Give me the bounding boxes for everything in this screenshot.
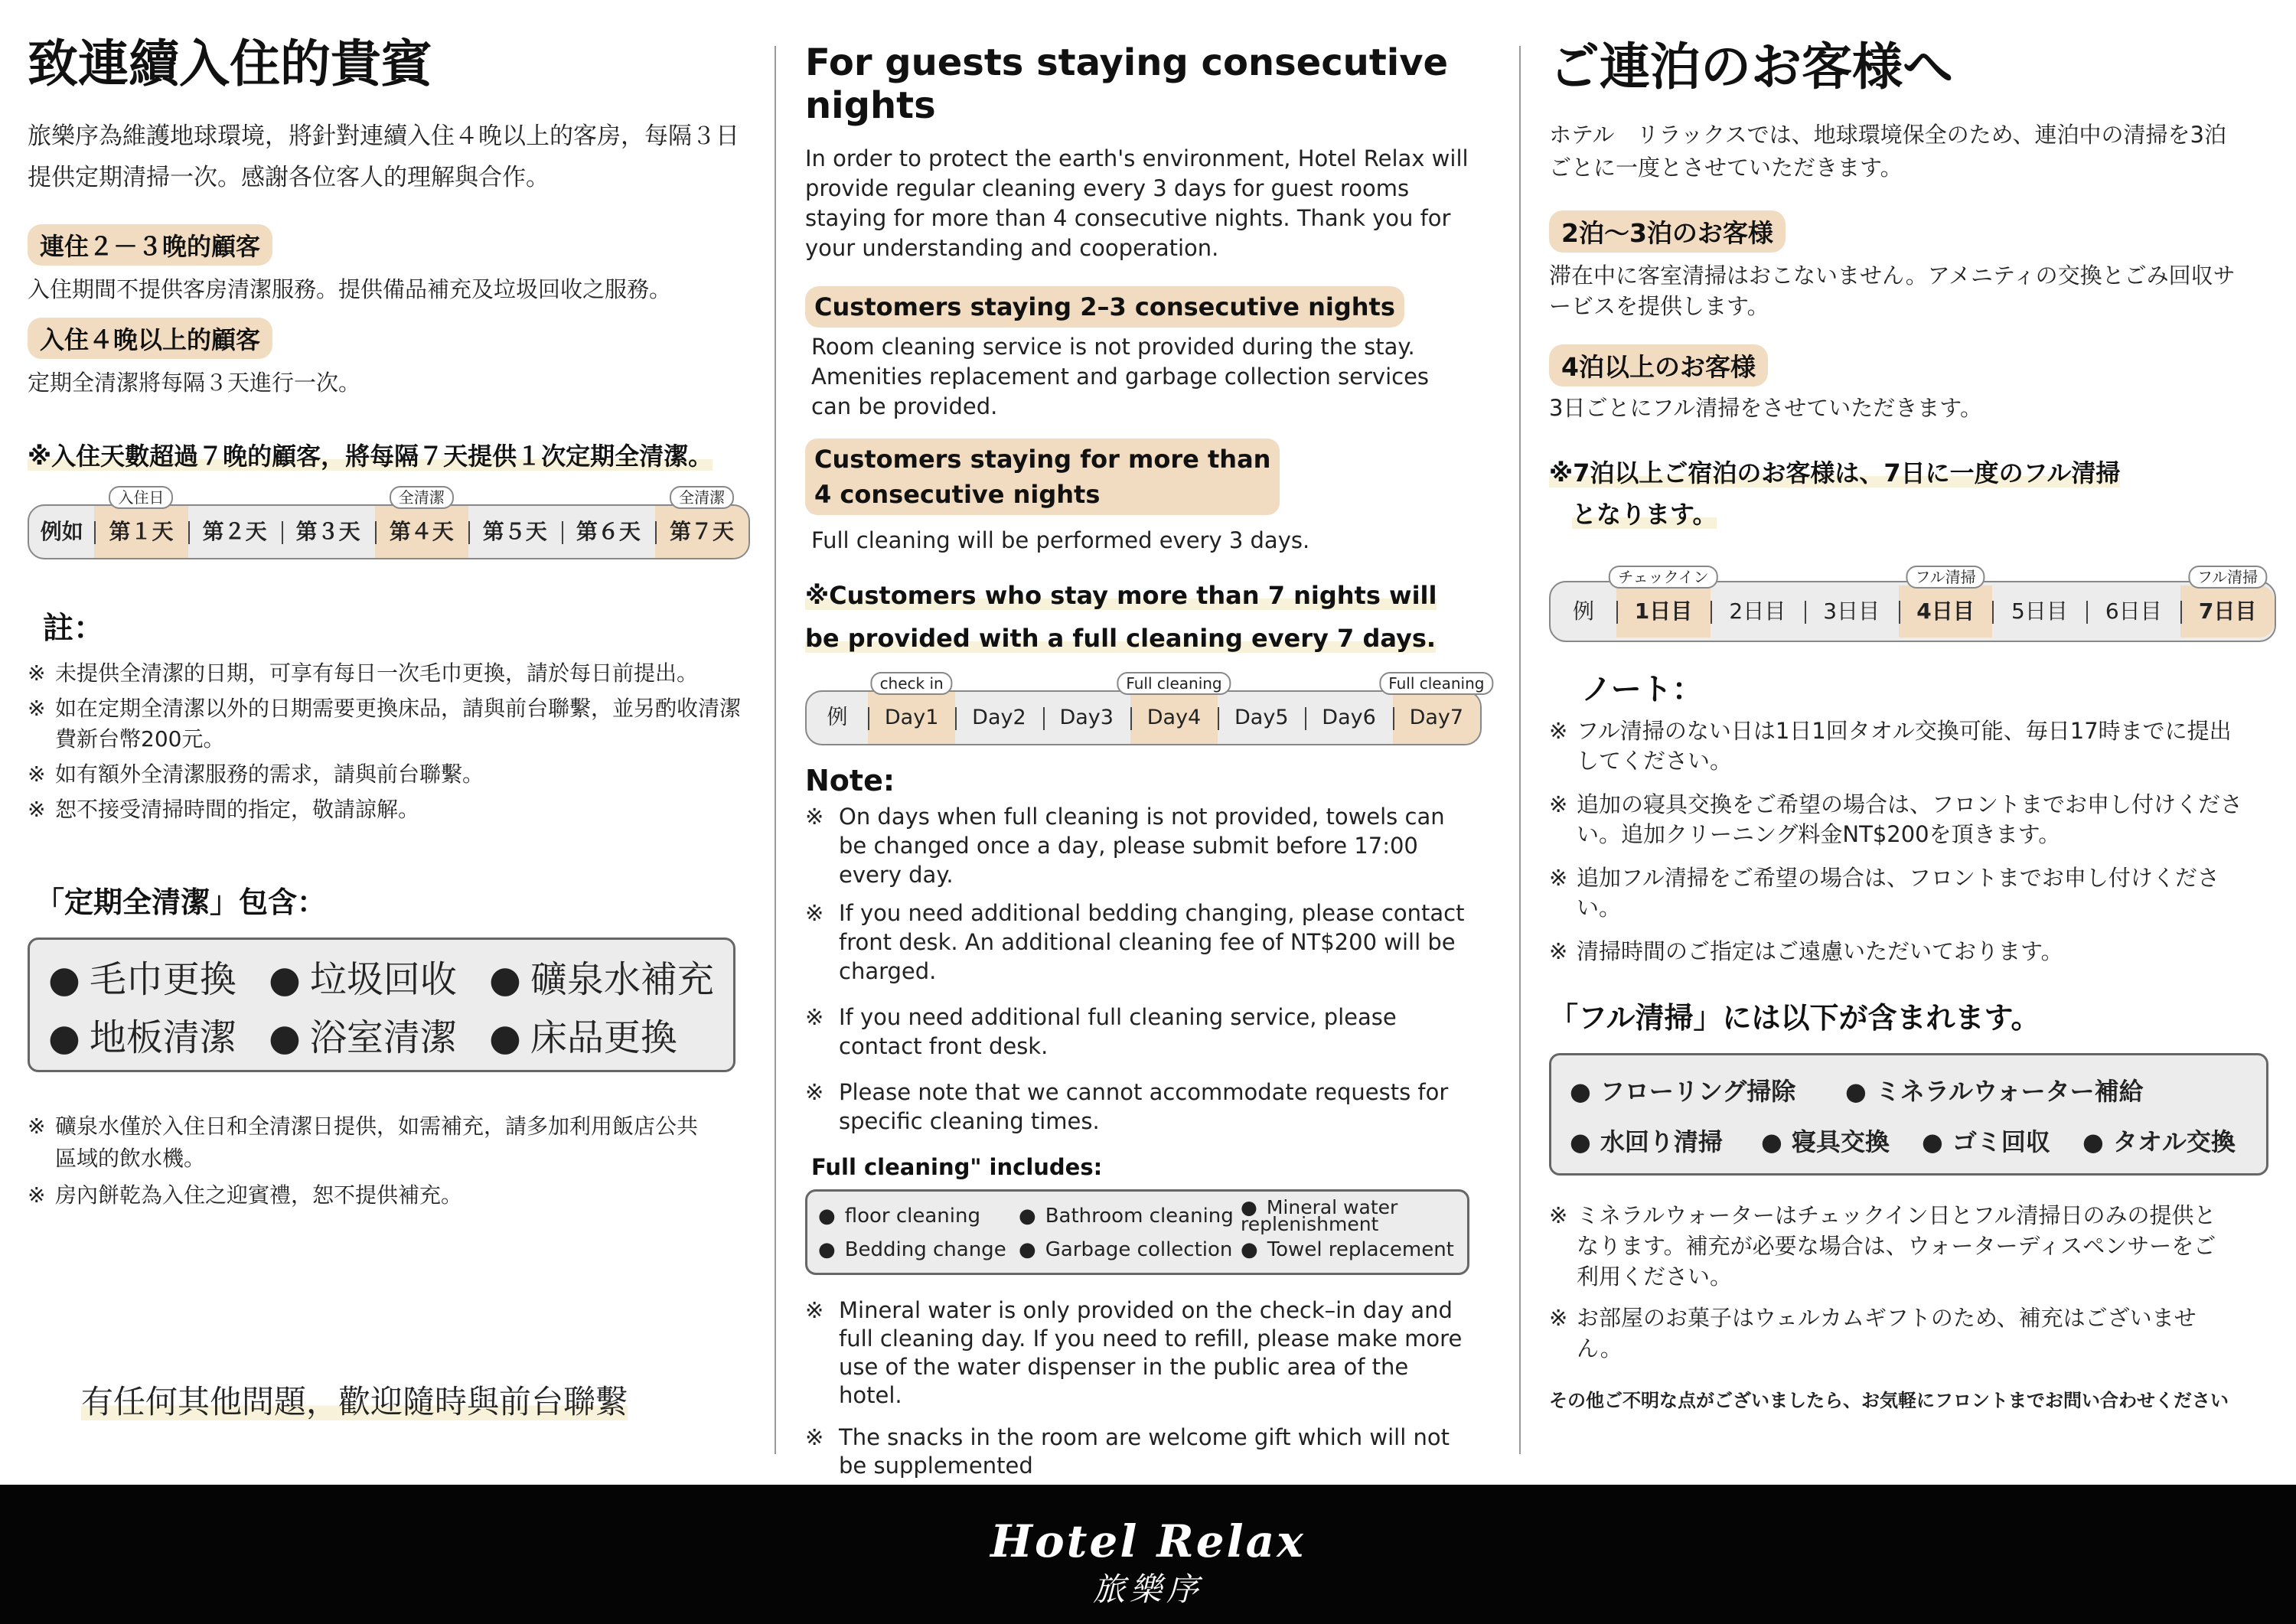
hotel-logo-chinese: 旅樂序	[1092, 1570, 1203, 1608]
zh-footnotes	[28, 1110, 716, 1211]
zh-notes-list	[28, 658, 755, 825]
zh-tag-clean: 全清潔	[390, 486, 454, 509]
zh-includes-title: 「定期全清潔」包含：	[35, 885, 327, 919]
en-warning-line2: be provided with a full cleaning every 7 days.	[805, 624, 1437, 653]
zh-schedule-day3: 第３天	[282, 506, 375, 558]
ja-day-label: 4日目	[1916, 598, 1975, 624]
ja-schedule-day5: 5日目	[1992, 585, 2086, 638]
ja-include-item: ● 水回り清掃	[1570, 1117, 1761, 1167]
en-day-label: Day4	[1146, 706, 1202, 729]
ja-section2-body: 3日ごとにフル清掃をさせていただきます。	[1549, 395, 1982, 421]
ja-schedule-day3: 3日目	[1805, 585, 1899, 638]
en-schedule-day2: Day2	[955, 692, 1042, 744]
chinese-column	[28, 23, 755, 1462]
ja-schedule-label: 例	[1572, 598, 1594, 624]
ja-includes-title: 「フル清掃」には以下が含まれます。	[1549, 1001, 2040, 1035]
en-intro: In order to protect the earth's environment, Hotel Relax will provide regular cleaning every 3 days for guest rooms staying for more than 4 consecutive nights. Thank you for your understanding and cooperation.	[805, 145, 1469, 261]
zh-warning-text: ※入住天數超過７晚的顧客，將每隔７天提供１次定期全清潔。	[28, 442, 713, 471]
ja-warning-line1: ※7泊以上ご宿泊のお客様は、7日に一度のフル清掃	[1549, 458, 2121, 488]
en-note-item: ※ If you need additional full cleaning service, please contact front desk.	[805, 1003, 1479, 1061]
en-title: For guests staying consecutive nights	[805, 41, 1449, 127]
ja-footnote-item: ※ お部屋のお菓子はウェルカムギフトのため、補充はございません。	[1549, 1303, 2238, 1364]
en-day-label: Day1	[884, 706, 939, 729]
ja-note-item: ※ 追加フル清掃をご希望の場合は、フロントまでお申し付けください。	[1549, 863, 2253, 923]
ja-tag-checkin: チェックイン	[1609, 566, 1717, 589]
zh-section1-heading: 連住２－３晚的顧客	[28, 224, 272, 266]
zh-section1-body: 入住期間不提供客房清潔服務。提供備品補充及垃圾回收之服務。	[28, 276, 672, 302]
en-section2-heading-line2: 4 consecutive nights	[814, 480, 1101, 509]
english-column	[805, 23, 1494, 1479]
ja-include-item: ● ゴミ回収	[1922, 1117, 2082, 1167]
ja-footnote-item: ※ ミネラルウォーターはチェックイン日とフル清掃日のみの提供となります。補充が必要な場合は、ウォーターディスペンサーをご利用ください。	[1549, 1200, 2238, 1292]
en-schedule-day5: Day5	[1218, 692, 1305, 744]
en-include-item: ● Garbage collection	[1019, 1233, 1241, 1267]
ja-include-item: ● フローリング掃除	[1570, 1066, 1845, 1117]
ja-notes-list	[1549, 716, 2253, 967]
ja-schedule-day6: 6日目	[2086, 585, 2180, 638]
en-warning	[805, 574, 1494, 660]
en-schedule-day7	[1388, 674, 1485, 744]
en-include-item: ● Mineral water replenishment	[1241, 1199, 1424, 1233]
en-schedule-label: 例	[827, 706, 848, 729]
zh-schedule-strip	[28, 488, 750, 559]
en-include-item: ● Towel replacement	[1241, 1233, 1454, 1267]
ja-warning	[1549, 452, 2276, 535]
ja-footnotes	[1549, 1200, 2238, 1364]
column-divider-right	[1519, 46, 1521, 1454]
zh-title: 致連續入住的貴賓	[28, 34, 432, 93]
ja-schedule-day1	[1616, 568, 1711, 638]
en-note-item: ※ Please note that we cannot accommodate requests for specific cleaning times.	[805, 1078, 1479, 1136]
en-warning-line1: ※Customers who stay more than 7 nights will	[805, 581, 1437, 610]
en-includes-title: Full cleaning" includes:	[811, 1154, 1103, 1180]
en-tag-checkin: check in	[871, 672, 953, 695]
zh-include-item: ● 地板清潔	[48, 1009, 269, 1067]
zh-include-item: ● 礦泉水補充	[489, 951, 714, 1009]
zh-schedule-day1	[94, 488, 188, 558]
zh-include-item: ● 浴室清潔	[269, 1009, 489, 1067]
en-notes-list	[805, 802, 1479, 1136]
zh-schedule-day5: 第５天	[468, 506, 562, 558]
zh-includes-box	[28, 938, 735, 1072]
zh-notes-heading: 註：	[43, 611, 104, 646]
zh-includes-grid	[48, 951, 733, 1067]
zh-note-item: ※ 如有額外全清潔服務的需求，請與前台聯繫。	[28, 759, 755, 790]
ja-include-item: ● 寝具交換	[1761, 1117, 1922, 1167]
ja-intro: ホテル リラックスでは、地球環境保全のため、連泊中の清掃を3泊ごとに一度とさせていただきます。	[1549, 122, 2226, 181]
zh-include-item: ● 毛巾更換	[48, 951, 269, 1009]
en-tag-clean: Full cleaning	[1379, 672, 1493, 695]
ja-includes-box	[1549, 1053, 2268, 1176]
ja-warning-line2: となります。	[1572, 500, 1717, 529]
zh-tag-clean: 全清潔	[670, 486, 734, 509]
zh-intro: 旅樂序為維護地球環境，將針對連續入住４晚以上的客房，每隔３日提供定期清掃一次。感謝各位客人的理解與合作。	[28, 122, 739, 191]
footer-logo-band	[0, 1485, 2296, 1624]
en-note-item: ※ On days when full cleaning is not provided, towels can be changed once a day, please submit before 17:00 every day.	[805, 802, 1479, 889]
zh-closing	[28, 1377, 755, 1423]
en-section1-body: Room cleaning service is not provided during the stay. Amenities replacement and garbage collection services can be provided.	[811, 334, 1430, 419]
zh-footnote-item: ※ 礦泉水僅於入住日和全清潔日提供，如需補充，請多加利用飯店公共區域的飲水機。	[28, 1110, 716, 1175]
zh-include-item: ● 垃圾回收	[269, 951, 489, 1009]
zh-day-label: 第４天	[389, 519, 454, 544]
ja-section2-heading: 4泊以上のお客様	[1549, 344, 1768, 386]
ja-schedule-day7	[2180, 568, 2275, 638]
ja-note-item: ※ フル清掃のない日は1日1回タオル交換可能、毎日17時までに提出してください。	[1549, 716, 2253, 776]
en-section2-heading	[805, 439, 1280, 515]
ja-note-item: ※ 清掃時間のご指定はご遠慮いただいております。	[1549, 937, 2253, 967]
ja-schedule-day2: 2日目	[1711, 585, 1805, 638]
zh-warning	[28, 437, 755, 472]
ja-title: ご連泊のお客様へ	[1549, 38, 1953, 96]
ja-schedule-strip	[1549, 568, 2276, 642]
zh-section2-heading: 入住４晚以上的顧客	[28, 318, 272, 359]
en-day-label: Day7	[1409, 706, 1464, 729]
en-section2-body: Full cleaning will be performed every 3 days.	[811, 527, 1310, 553]
en-includes-grid	[818, 1196, 1467, 1267]
en-includes-box	[805, 1189, 1469, 1275]
zh-footnote-item: ※ 房內餅乾為入住之迎賓禮，恕不提供補充。	[28, 1179, 716, 1211]
en-include-item: ● floor cleaning	[818, 1199, 1019, 1233]
ja-schedule-day4	[1899, 568, 1993, 638]
ja-notes-heading: ノート：	[1581, 672, 1703, 707]
ja-day-label: 7日目	[2198, 598, 2257, 624]
en-footnote-item: ※ The snacks in the room are welcome gift which will not be supplemented	[805, 1423, 1479, 1480]
ja-include-item: ● タオル交換	[2082, 1117, 2236, 1167]
en-schedule-day3: Day3	[1043, 692, 1130, 744]
ja-include-item: ● ミネラルウォーター補給	[1845, 1066, 2144, 1117]
en-schedule-day4	[1126, 674, 1222, 744]
zh-tag-checkin: 入住日	[109, 486, 173, 509]
zh-note-item: ※ 未提供全清潔的日期，可享有每日一次毛巾更換，請於每日前提出。	[28, 658, 755, 689]
ja-closing: その他ご不明な点がございましたら、お気軽にフロントまでお問い合わせください	[1549, 1390, 2229, 1411]
zh-closing-text: 有任何其他問題，歡迎隨時與前台聯繫	[81, 1383, 628, 1420]
ja-section1-heading: 2泊～3泊のお客様	[1549, 210, 1786, 253]
zh-note-item: ※ 如在定期全清潔以外的日期需要更換床品，請與前台聯繫，並另酌收清潔費新台幣200元。	[28, 693, 755, 755]
en-notes-heading: Note:	[805, 764, 895, 797]
en-section2-heading-line1: Customers staying for more than	[814, 445, 1271, 474]
zh-schedule-label: 例如	[40, 519, 83, 544]
column-divider-left	[775, 46, 776, 1454]
zh-schedule-day4	[375, 488, 468, 558]
zh-section2-body: 定期全清潔將每隔３天進行一次。	[28, 370, 361, 396]
hotel-logo-english: Hotel Relax	[990, 1515, 1306, 1567]
zh-day-label: 第１天	[109, 519, 174, 544]
ja-tag-clean: フル清掃	[2188, 566, 2267, 589]
zh-include-item: ● 床品更換	[489, 1009, 677, 1067]
en-include-item: ● Bedding change	[818, 1233, 1019, 1267]
zh-schedule-day6: 第６天	[562, 506, 655, 558]
en-footnote-item: ※ Mineral water is only provided on the check–in day and full cleaning day. If you need to refill, please make more use of the water dispenser in the public area of the hotel.	[805, 1296, 1479, 1410]
ja-tag-clean: フル清掃	[1906, 566, 1985, 589]
zh-note-item: ※ 恕不接受清掃時間的指定，敬請諒解。	[28, 794, 755, 825]
zh-day-label: 第７天	[669, 519, 734, 544]
ja-includes-grid	[1570, 1066, 2266, 1167]
en-section1-heading: Customers staying 2–3 consecutive nights	[805, 286, 1404, 328]
ja-day-label: 1日目	[1634, 598, 1693, 624]
zh-schedule-day7	[655, 488, 748, 558]
en-tag-clean: Full cleaning	[1117, 672, 1231, 695]
en-footnotes	[805, 1296, 1479, 1480]
en-schedule-strip	[805, 674, 1485, 745]
en-include-item: ● Bathroom cleaning	[1019, 1199, 1241, 1233]
en-schedule-day6: Day6	[1305, 692, 1392, 744]
en-schedule-day1	[868, 674, 955, 744]
en-note-item: ※ If you need additional bedding changing, please contact front desk. An additional cleaning fee of NT$200 will be charged.	[805, 898, 1479, 986]
japanese-column	[1549, 23, 2276, 1462]
zh-schedule-day2: 第２天	[188, 506, 282, 558]
ja-note-item: ※ 追加の寝具交換をご希望の場合は、フロントまでお申し付けください。追加クリーニング料金NT$200を頂きます。	[1549, 790, 2253, 850]
ja-section1-body: 滞在中に客室清掃はおこないません。アメニティの交換とごみ回収サービスを提供します。	[1549, 263, 2236, 319]
